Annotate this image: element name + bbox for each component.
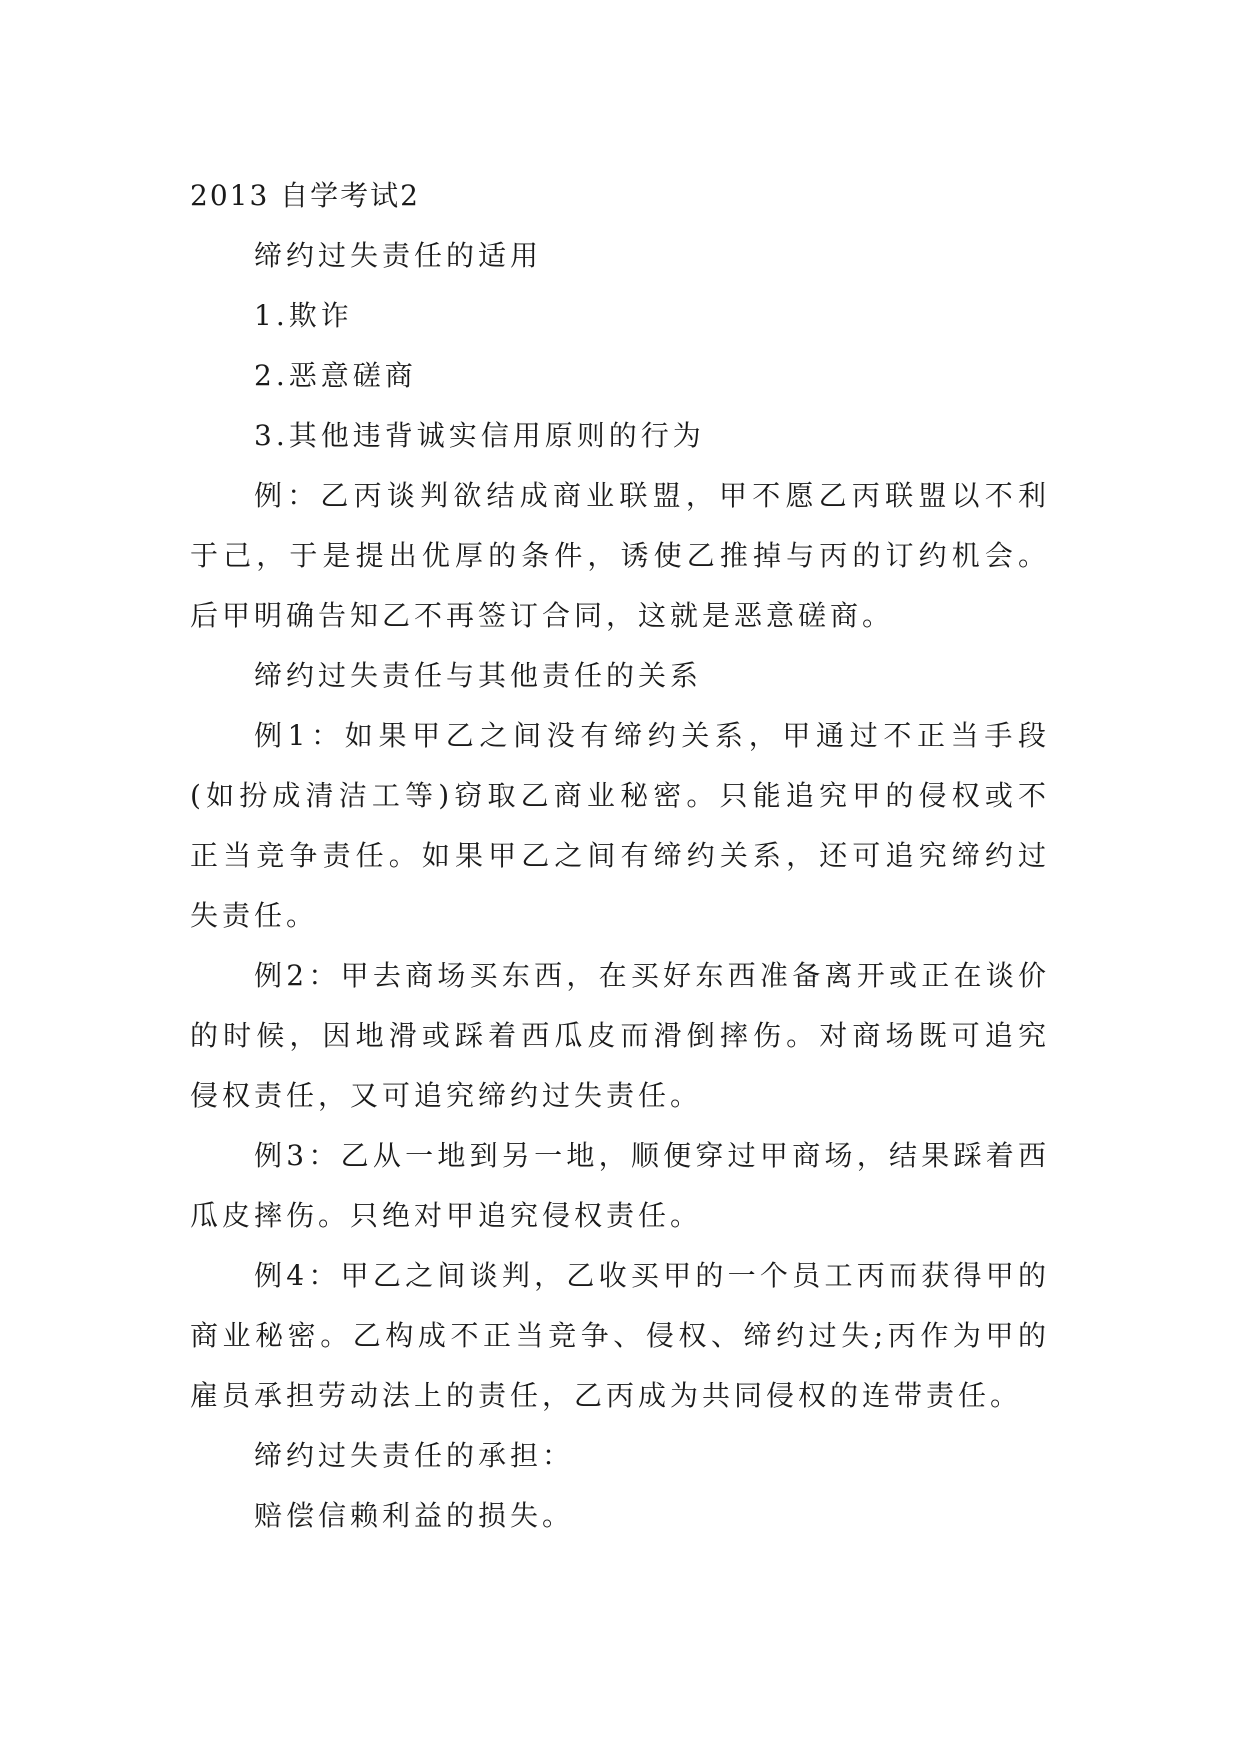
paragraph-example-alliance: 例：乙丙谈判欲结成商业联盟，甲不愿乙丙联盟以不利于己，于是提出优厚的条件，诱使乙推掉与丙的订约机会。后甲明确告知乙不再签订合同，这就是恶意磋商。: [190, 479, 1050, 632]
paragraph-relationship-heading: 缔约过失责任与其他责任的关系: [254, 659, 703, 692]
paragraph-example-2: 例2：甲去商场买东西，在买好东西准备离开或正在谈价的时候，因地滑或踩着西瓜皮而滑倒摔伤。对商场既可追究侵权责任，又可追究缔约过失责任。: [190, 959, 1050, 1112]
paragraph-applicability-heading: 缔约过失责任的适用: [254, 239, 543, 272]
paragraph-example-3: 例3：乙从一地到另一地，顺便穿过甲商场，结果踩着西瓜皮摔伤。只绝对甲追究侵权责任。: [190, 1139, 1050, 1232]
paragraph-liability-heading: 缔约过失责任的承担：: [254, 1439, 575, 1472]
paragraph-liability-compensation: 赔偿信赖利益的损失。: [254, 1499, 575, 1532]
paragraph-item-fraud: 1.欺诈: [254, 299, 353, 332]
paragraph-example-1: 例1：如果甲乙之间没有缔约关系，甲通过不正当手段(如扮成清洁工等)窃取乙商业秘密。只能追究甲的侵权或不正当竞争责任。如果甲乙之间有缔约关系，还可追究缔约过失责任。: [190, 719, 1050, 932]
document-title: 2013 自学考试2: [190, 179, 420, 212]
paragraph-example-4: 例4：甲乙之间谈判，乙收买甲的一个员工丙而获得甲的商业秘密。乙构成不正当竞争、侵权、缔约过失;丙作为甲的雇员承担劳动法上的责任，乙丙成为共同侵权的连带责任。: [190, 1259, 1050, 1412]
paragraph-item-malicious-negotiation: 2.恶意磋商: [254, 359, 417, 392]
document-body: [190, 166, 1050, 1546]
paragraph-item-other-violations: 3.其他违背诚实信用原则的行为: [254, 419, 705, 452]
